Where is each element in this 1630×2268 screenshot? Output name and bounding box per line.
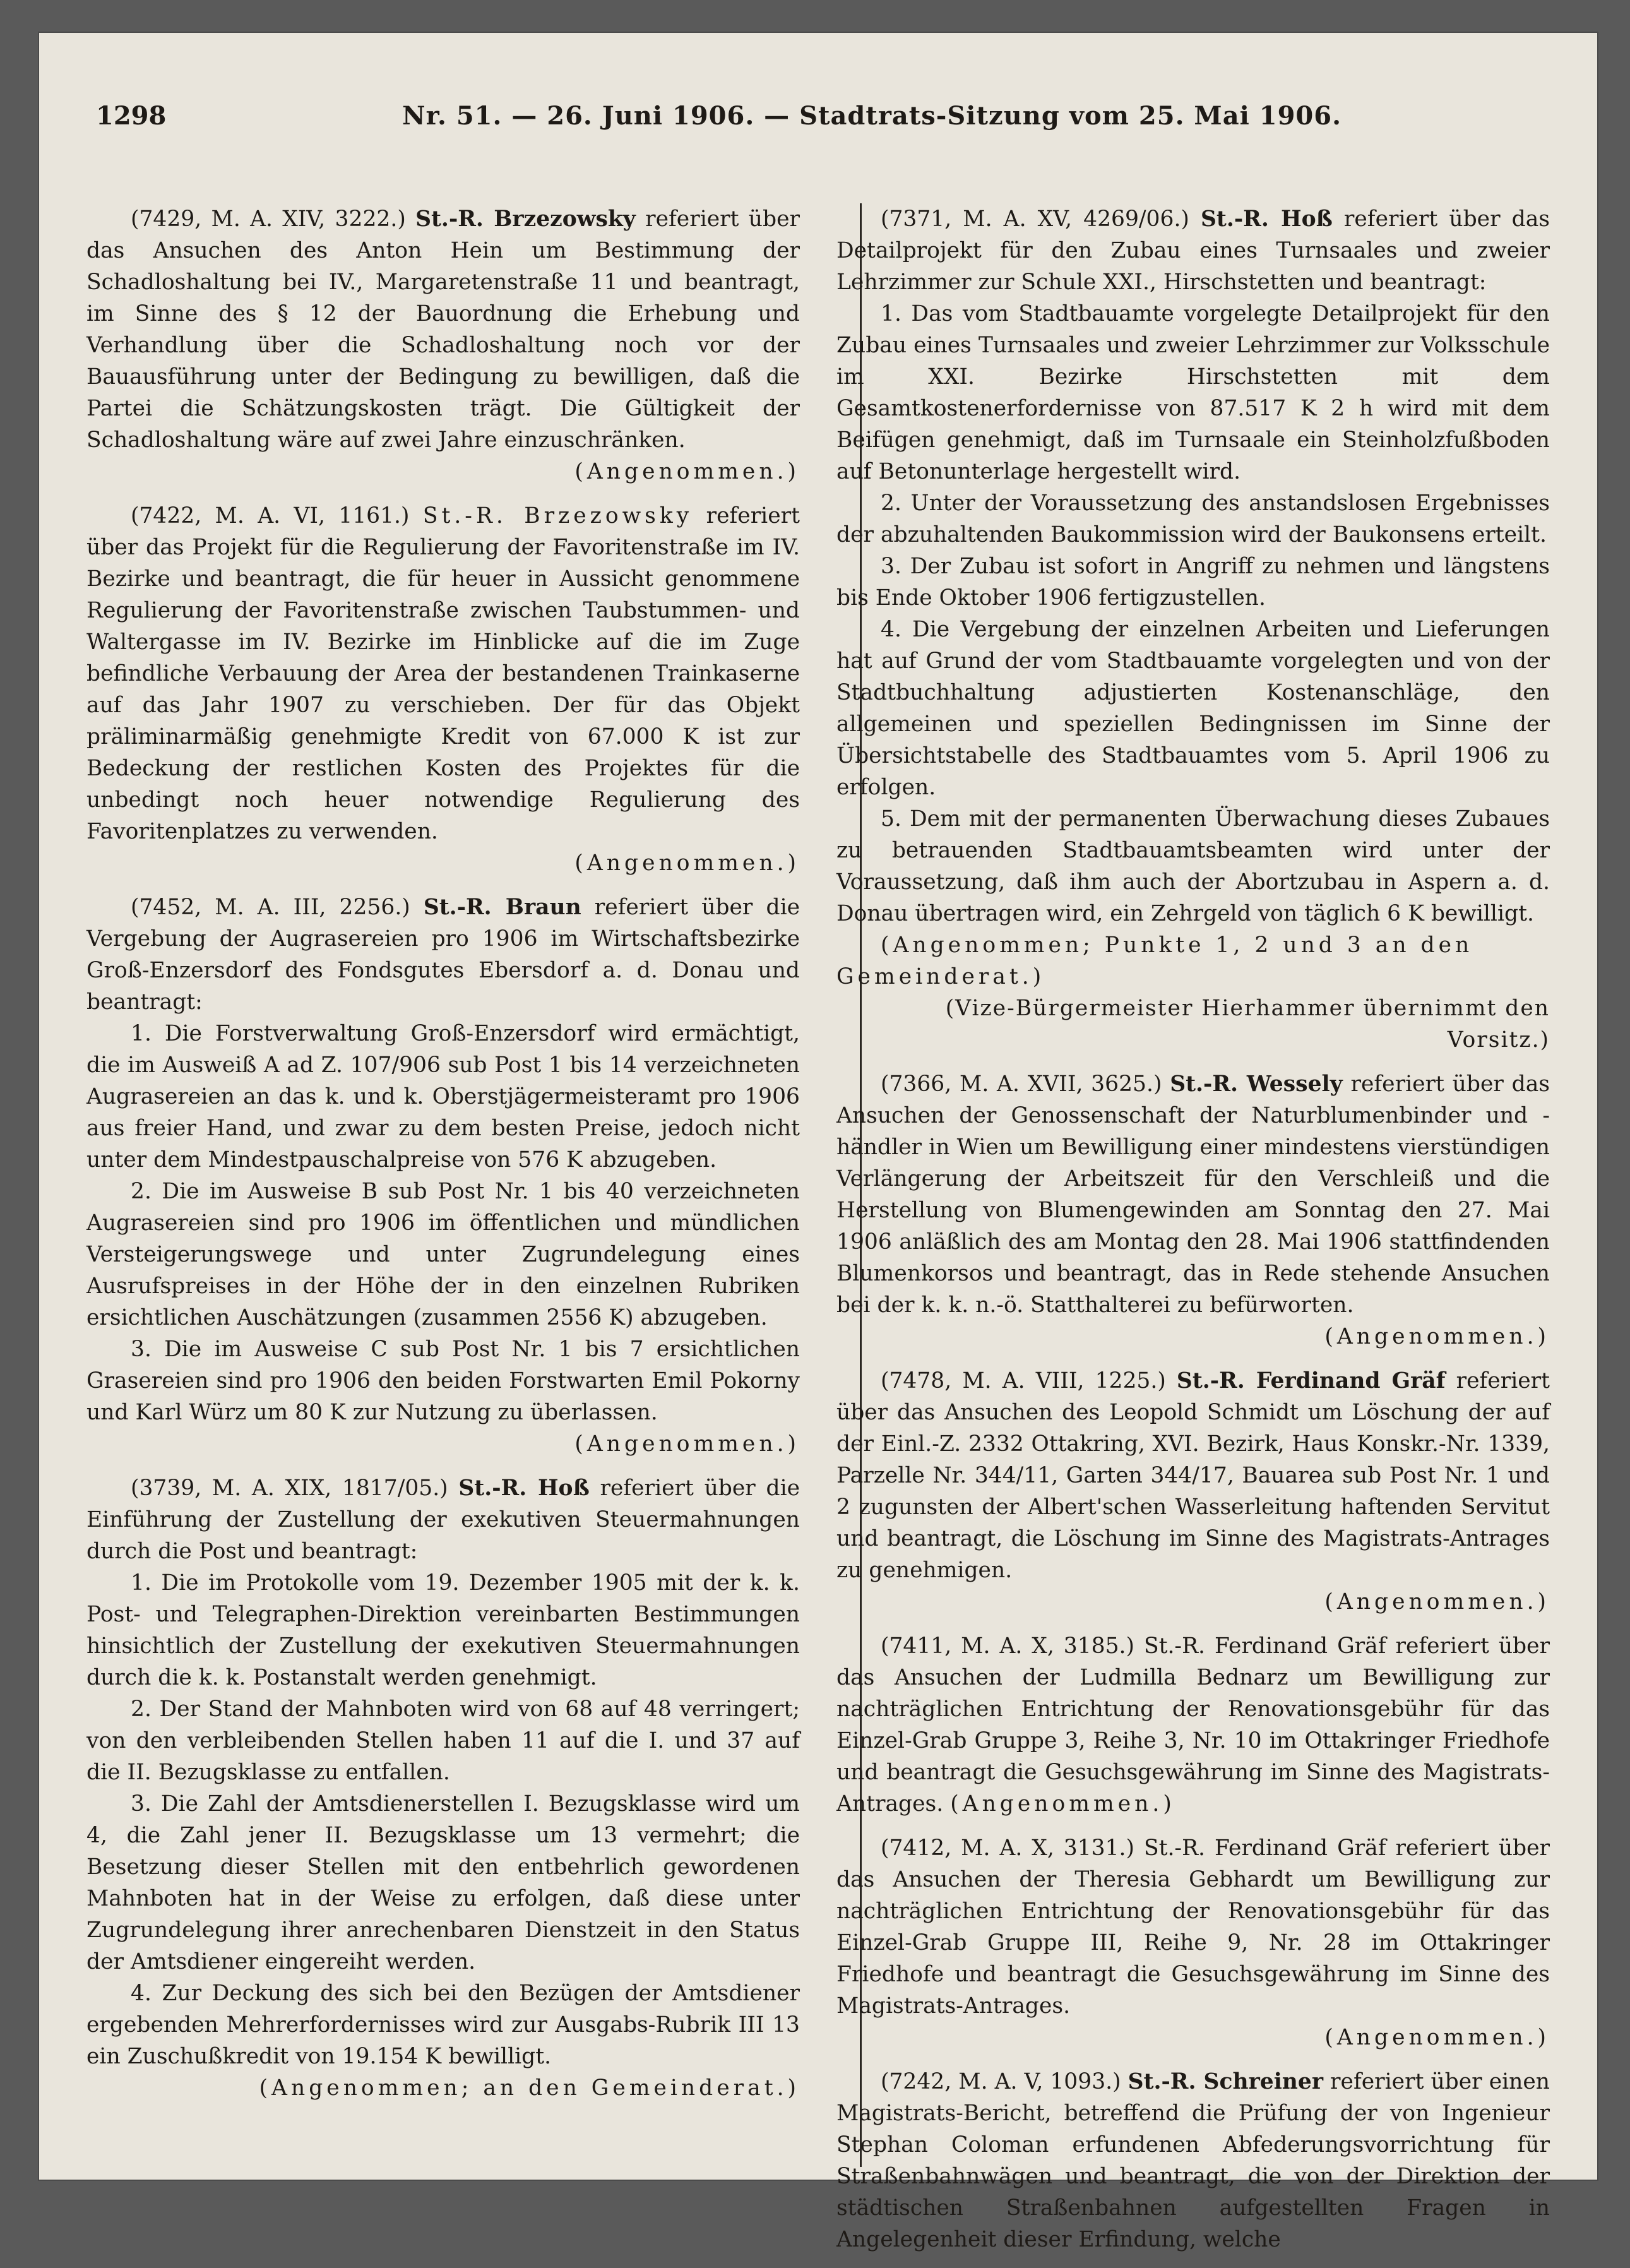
- entry-item: 5. Dem mit der permanenten Überwachung dieses Zubaues zu betrauenden Stadtbauamtsbeamten wird unter der Voraussetzung, daß ihm auch der Abortzubau in Aspern a. d. Donau übertragen wird, ein Zehrgeld von täglich 6 K bewilligt.: [836, 806, 1550, 926]
- entry-text: referiert über das Ansuchen der Genossenschaft der Naturblumenbinder und -händler in Wien um Bewilligung einer mindestens vierstündigen Verlängerung der Arbeitszeit für den Verschleiß und die Herstellung von Blumengewinden am Sonntag den 27. Mai 1906 anläßlich des am Montag den 28. Mai 1906 stattfindenden Blumenkorsos und beantragt, das in Rede stehende Ansuchen bei der k. k. n.-ö. Statthalterei zu befürworten.: [836, 1071, 1550, 1318]
- entry-7422: [86, 500, 800, 879]
- entry-item: 1. Das vom Stadtbauamte vorgelegte Detailprojekt für den Zubau eines Turnsaales und zweier Lehrzimmer zur Volksschule im XXI. Bezirke Hirschstetten mit dem Gesamtkostenerfordernisse von 87.517 K 2 h wird mit dem Beifügen genehmigt, daß im Turnsaale ein Steinholzfußboden auf Betonunterlage hergestellt wird.: [836, 301, 1550, 484]
- entry-item: 2. Unter der Voraussetzung des anstandslosen Ergebnisses der abzuhaltenden Baukommission wird der Baukonsens erteilt.: [836, 491, 1550, 547]
- entry-7429: [86, 203, 800, 487]
- entry-reference: (7242, M. A. V, 1093.): [881, 2069, 1121, 2094]
- entry-speaker: St.-R. Braun: [423, 895, 581, 920]
- page-number: 1298: [96, 101, 167, 131]
- entry-result: (Angenommen.): [574, 459, 800, 484]
- entry-speaker: St.-R. Hoß: [458, 1476, 590, 1501]
- entry-result: (Angenommen; Punkte 1, 2 und 3 an den Gemeinderat.): [836, 933, 1473, 989]
- entry-text: referiert über das Ansuchen des Anton Hein um Bestimmung der Schadloshaltung bei IV., Margaretenstraße 11 und beantragt, im Sinne des § 12 der Bauordnung die Erhebung und Verhandlung über die Schadloshaltung noch vor der Bauausführung unter der Bedingung zu bewilligen, daß die Partei die Schätzungskosten trägt. Die Gültigkeit der Schadloshaltung wäre auf zwei Jahre einzuschränken.: [86, 206, 800, 453]
- entry-text: referiert über die Vergebung der Augrasereien pro 1906 im Wirtschaftsbezirke Groß-Enzersdorf des Fondsgutes Ebersdorf a. d. Donau und beantragt:: [86, 895, 800, 1015]
- entry-7452: [86, 892, 800, 1460]
- entry-text: referiert über das Ansuchen der Ludmilla Bednarz um Bewilligung zur nachträglichen Entrichtung der Renovationsgebühr für das Einzel-Grab Gruppe 3, Reihe 3, Nr. 10 im Ottakringer Friedhofe und beantragt die Gesuchsgewährung im Sinne des Magistrats-Antrages.: [836, 1633, 1550, 1817]
- entry-7371: [836, 203, 1550, 1056]
- right-column: [836, 203, 1550, 2268]
- entry-7478: [836, 1365, 1550, 1618]
- entry-speaker: St.-R. Hoß: [1200, 206, 1333, 232]
- entry-text: referiert über das Ansuchen des Leopold Schmidt um Löschung der auf der Einl.-Z. 2332 Ottakring, XVI. Bezirk, Haus Konskr.-Nr. 1339, Parzelle Nr. 344/11, Garten 344/17, Bauarea sub Post Nr. 1 und 2 zugunsten der Albert'schen Wasserleitung haftenden Servitut und beantragt, die Löschung im Sinne des Magistrats-Antrages zu genehmigen.: [836, 1368, 1550, 1583]
- entry-speaker: St.-R. Ferdinand Gräf: [1143, 1633, 1386, 1659]
- entry-result: (Angenommen.): [574, 850, 800, 876]
- entry-speaker: St.-R. Brzezowsky: [415, 206, 636, 232]
- entry-7242: [836, 2066, 1550, 2255]
- entry-result: (Angenommen.): [1324, 1589, 1550, 1614]
- entry-item: 1. Die im Protokolle vom 19. Dezember 1905 mit der k. k. Post- und Telegraphen-Direktion vereinbarten Bestimmungen hinsichtlich der Zustellung der exekutiven Steuermahnungen durch die k. k. Postanstalt werden genehmigt.: [86, 1570, 800, 1690]
- entry-reference: (7429, M. A. XIV, 3222.): [131, 206, 406, 232]
- entry-speaker: St.-R. Brzezowsky: [422, 503, 693, 528]
- entry-text: referiert über die Einführung der Zustellung der exekutiven Steuermahnungen durch die Post und beantragt:: [86, 1476, 800, 1564]
- entry-result: (Angenommen.): [1324, 1324, 1550, 1349]
- entry-reference: (7411, M. A. X, 3185.): [881, 1633, 1134, 1659]
- newspaper-page: [39, 33, 1597, 2252]
- entry-text: referiert über das Projekt für die Regulierung der Favoritenstraße im IV. Bezirke und beantragt, die für heuer in Aussicht genommene Regulierung der Favoritenstraße zwischen Taubstummen- und Waltergasse im IV. Bezirke im Hinblicke auf die im Zuge befindliche Verbauung der Area der bestandenen Trainkaserne auf das Jahr 1907 zu verschieben. Der für das Objekt präliminarmäßig genehmigte Kredit von 67.000 K ist zur Bedeckung der restlichen Kosten des Projektes für die unbedingt noch heuer notwendige Regulierung des Favoritenplatzes zu verwenden.: [86, 503, 800, 844]
- entry-result: (Angenommen.): [950, 1791, 1175, 1817]
- entry-item: 1. Die Forstverwaltung Groß-Enzersdorf wird ermächtigt, die im Ausweiß A ad Z. 107/906 sub Post 1 bis 14 verzeichneten Augrasereien an das k. und k. Oberstjägermeisteramt pro 1906 aus freier Hand, und zwar zu dem besten Preise, jedoch nicht unter dem Mindestpauschalpreise von 576 K abzugeben.: [86, 1021, 800, 1173]
- entry-3739: [86, 1472, 800, 2104]
- entry-item: 3. Der Zubau ist sofort in Angriff zu nehmen und längstens bis Ende Oktober 1906 fertigzustellen.: [836, 554, 1550, 611]
- entry-reference: (7478, M. A. VIII, 1225.): [881, 1368, 1166, 1394]
- running-title: Nr. 51. — 26. Juni 1906. — Stadtrats-Sitzung vom 25. Mai 1906.: [402, 101, 1341, 131]
- entry-reference: (7366, M. A. XVII, 3625.): [881, 1071, 1162, 1097]
- entry-result: (Angenommen; an den Gemeinderat.): [259, 2075, 800, 2101]
- entry-speaker: St.-R. Schreiner: [1127, 2069, 1324, 2094]
- entry-speaker: St.-R. Wessely: [1170, 1071, 1343, 1097]
- entry-reference: (7452, M. A. III, 2256.): [131, 895, 410, 920]
- entry-7412: [836, 1832, 1550, 2053]
- entry-text: referiert über das Detailprojekt für den Zubau eines Turnsaales und zweier Lehrzimmer zur Schule XXI., Hirschstetten und beantragt:: [836, 206, 1550, 295]
- entry-result: (Angenommen.): [1324, 2025, 1550, 2050]
- entry-speaker: St.-R. Ferdinand Gräf: [1176, 1368, 1446, 1394]
- entry-item: 2. Die im Ausweise B sub Post Nr. 1 bis 40 verzeichneten Augrasereien sind pro 1906 im öffentlichen und mündlichen Versteigerungswege und unter Zugrundelegung eines Ausrufspreises in der Höhe der in den einzelnen Rubriken ersichtlichen Auschätzungen (zusammen 2556 K) abzugeben.: [86, 1179, 800, 1330]
- entry-reference: (7422, M. A. VI, 1161.): [131, 503, 410, 528]
- entry-result: (Angenommen.): [574, 1431, 800, 1457]
- page-header: [96, 101, 1548, 145]
- chair-note: (Vize-Bürgermeister Hierhammer übernimmt den Vorsitz.): [945, 996, 1550, 1053]
- entry-reference: (7412, M. A. X, 3131.): [881, 1835, 1134, 1861]
- entry-item: 4. Die Vergebung der einzelnen Arbeiten und Lieferungen hat auf Grund der vom Stadtbauamte vorgelegten und von der Stadtbuchhaltung adjustierten Kostenanschläge, den allgemeinen und speziellen Bedingnissen im Sinne der Übersichtstabelle des Stadtbauamtes vom 5. April 1906 zu erfolgen.: [836, 617, 1550, 800]
- entry-speaker: St.-R. Ferdinand Gräf: [1143, 1835, 1386, 1861]
- entry-7366: [836, 1068, 1550, 1352]
- entry-item: 3. Die im Ausweise C sub Post Nr. 1 bis 7 ersichtlichen Grasereien sind pro 1906 den beiden Forstwarten Emil Pokorny und Karl Würz um 80 K zur Nutzung zu überlassen.: [86, 1337, 800, 1425]
- entry-text: referiert über das Ansuchen der Theresia Gebhardt um Bewilligung zur nachträglichen Entrichtung der Renovationsgebühr für das Einzel-Grab Gruppe III, Reihe 9, Nr. 28 im Ottakringer Friedhofe und beantragt die Gesuchsgewährung im Sinne des Magistrats-Antrages.: [836, 1835, 1550, 2019]
- left-column: [86, 203, 800, 2116]
- entry-text: referiert über einen Magistrats-Bericht, betreffend die Prüfung der von Ingenieur Stephan Coloman erfundenen Abfederungsvorrichtung für Straßenbahnwägen und beantragt, die von der Direktion der städtischen Straßenbahnen aufgestellten Fragen in Angelegenheit dieser Erfindung, welche: [836, 2069, 1550, 2252]
- entry-7411: [836, 1630, 1550, 1820]
- entry-item: 3. Die Zahl der Amtsdienerstellen I. Bezugsklasse wird um 4, die Zahl jener II. Bezugsklasse um 13 vermehrt; die Besetzung dieser Stellen mit den entbehrlich gewordenen Mahnboten hat in der Weise zu erfolgen, daß diese unter Zugrundelegung ihrer anrechenbaren Dienstzeit in den Status der Amtsdiener eingereiht werden.: [86, 1791, 800, 1974]
- entry-item: 4. Zur Deckung des sich bei den Bezügen der Amtsdiener ergebenden Mehrerfordernisses wird zur Ausgabs-Rubrik III 13 ein Zuschußkredit von 19.154 K bewilligt.: [86, 1981, 800, 2069]
- entry-item: 2. Der Stand der Mahnboten wird von 68 auf 48 verringert; von den verbleibenden Stellen haben 11 auf die I. und 37 auf die II. Bezugsklasse zu entfallen.: [86, 1697, 800, 1785]
- entry-reference: (3739, M. A. XIX, 1817/05.): [131, 1476, 448, 1501]
- entry-reference: (7371, M. A. XV, 4269/06.): [881, 206, 1189, 232]
